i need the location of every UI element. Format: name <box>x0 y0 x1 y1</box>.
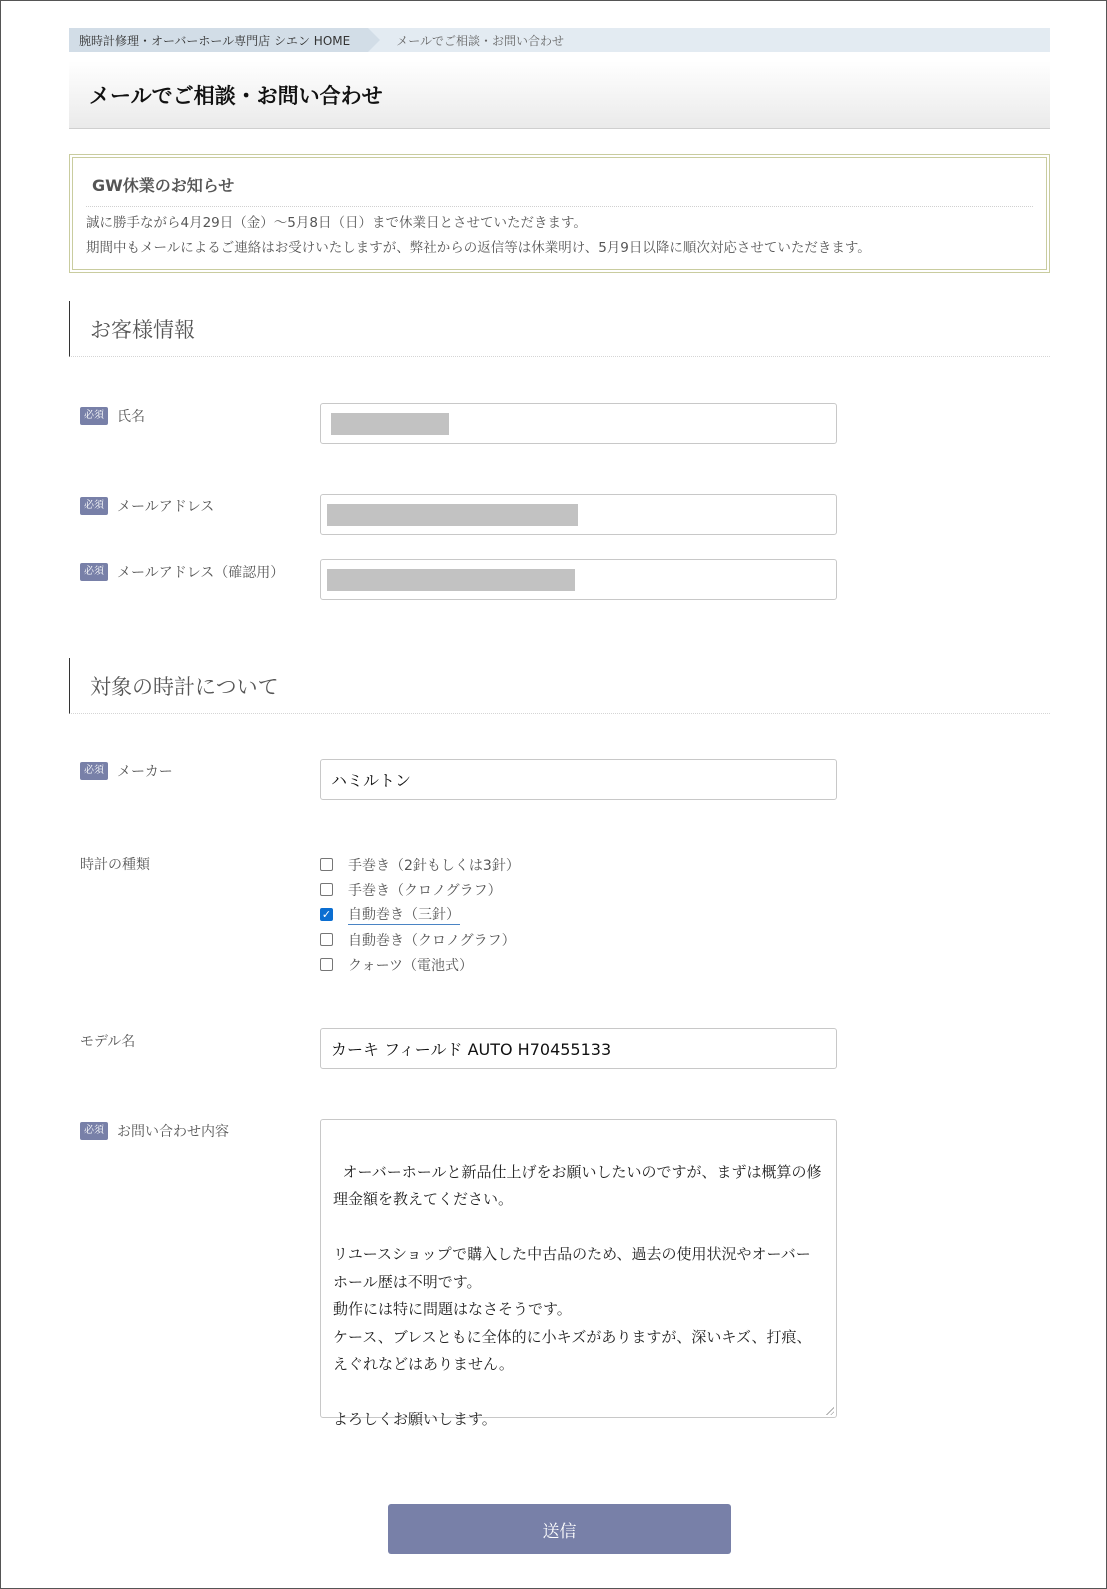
required-badge: 必須 <box>80 563 108 581</box>
model-label: モデル名 <box>80 1034 136 1050</box>
maker-label <box>80 761 173 781</box>
inquiry-label-text: お問い合わせ内容 <box>117 1124 229 1140</box>
checkbox-label[interactable]: クォーツ（電池式） <box>348 957 474 974</box>
submit-button[interactable]: 送信 <box>388 1504 731 1554</box>
checkbox[interactable] <box>320 958 333 971</box>
breadcrumb-home-link[interactable]: 腕時計修理・オーバーホール専門店 シエン HOME <box>69 28 368 52</box>
maker-field[interactable]: ハミルトン <box>320 759 837 800</box>
checkbox-label[interactable]: 手巻き（2針もしくは3針） <box>348 857 520 874</box>
redacted-value <box>331 413 449 435</box>
page-title-bar <box>69 61 1050 129</box>
watch-type-option[interactable] <box>320 852 520 877</box>
required-badge: 必須 <box>80 1122 108 1140</box>
watch-type-option[interactable] <box>320 952 520 977</box>
redacted-value <box>327 569 575 591</box>
inquiry-label <box>80 1121 229 1141</box>
required-badge: 必須 <box>80 407 108 425</box>
watch-type-option[interactable] <box>320 877 520 902</box>
section-heading-watch: 対象の時計について <box>69 658 1050 714</box>
resize-handle-icon[interactable] <box>825 1406 834 1415</box>
email-label-text: メールアドレス <box>117 499 215 515</box>
notice-body <box>86 211 1033 261</box>
watch-type-option[interactable] <box>320 902 520 927</box>
watch-type-checkbox-group <box>320 852 520 977</box>
required-badge: 必須 <box>80 762 108 780</box>
checkbox-checked[interactable]: ✓ <box>321 908 332 921</box>
watch-type-option[interactable] <box>320 927 520 952</box>
model-field[interactable]: カーキ フィールド AUTO H70455133 <box>320 1028 837 1069</box>
name-label <box>80 406 145 426</box>
watch-type-label: 時計の種類 <box>80 857 150 873</box>
name-field[interactable] <box>320 403 837 444</box>
redacted-value <box>327 504 578 526</box>
section-heading-customer: お客様情報 <box>69 301 1050 357</box>
email-confirm-field[interactable] <box>320 559 837 600</box>
inquiry-text: オーバーホールと新品仕上げをお願いしたいのですが、まずは概算の修理金額を教えてください。 リユースショップで購入した中古品のため、過去の使用状況やオーバーホール歴は不明です。 動作には特に問題はなさそうです。 ケース、ブレスともに全体的に小キズがありますが、深いキズ、打痕、えぐれなどはありません。 よろしくお願いします。 <box>333 1162 822 1428</box>
name-label-text: 氏名 <box>117 409 145 425</box>
maker-label-text: メーカー <box>117 764 173 780</box>
breadcrumb-current: メールでご相談・お問い合わせ <box>396 33 564 48</box>
email-label <box>80 496 214 516</box>
email-field[interactable] <box>320 494 837 535</box>
notice-line-2: 期間中もメールによるご連絡はお受けいたしますが、弊社からの返信等は休業明け、5月9日以降に順次対応させていただきます。 <box>86 240 871 256</box>
email-confirm-label-text: メールアドレス（確認用） <box>117 565 285 581</box>
page-title: メールでご相談・お問い合わせ <box>89 83 383 108</box>
checkbox[interactable] <box>320 933 333 946</box>
notice-title: GW休業のお知らせ <box>86 169 1033 207</box>
gw-notice <box>69 154 1050 273</box>
required-badge: 必須 <box>80 497 108 515</box>
email-confirm-label <box>80 562 284 582</box>
checkbox[interactable] <box>320 883 333 896</box>
inquiry-textarea[interactable] <box>320 1119 837 1428</box>
breadcrumb <box>69 28 1050 52</box>
checkbox[interactable] <box>320 858 333 871</box>
notice-line-1: 誠に勝手ながら4月29日（金）～5月8日（日）まで休業日とさせていただきます。 <box>86 215 587 231</box>
checkbox-label[interactable]: 手巻き（クロノグラフ） <box>348 882 502 899</box>
checkbox-label[interactable]: 自動巻き（三針） <box>348 904 460 925</box>
checkbox-label[interactable]: 自動巻き（クロノグラフ） <box>348 932 516 949</box>
